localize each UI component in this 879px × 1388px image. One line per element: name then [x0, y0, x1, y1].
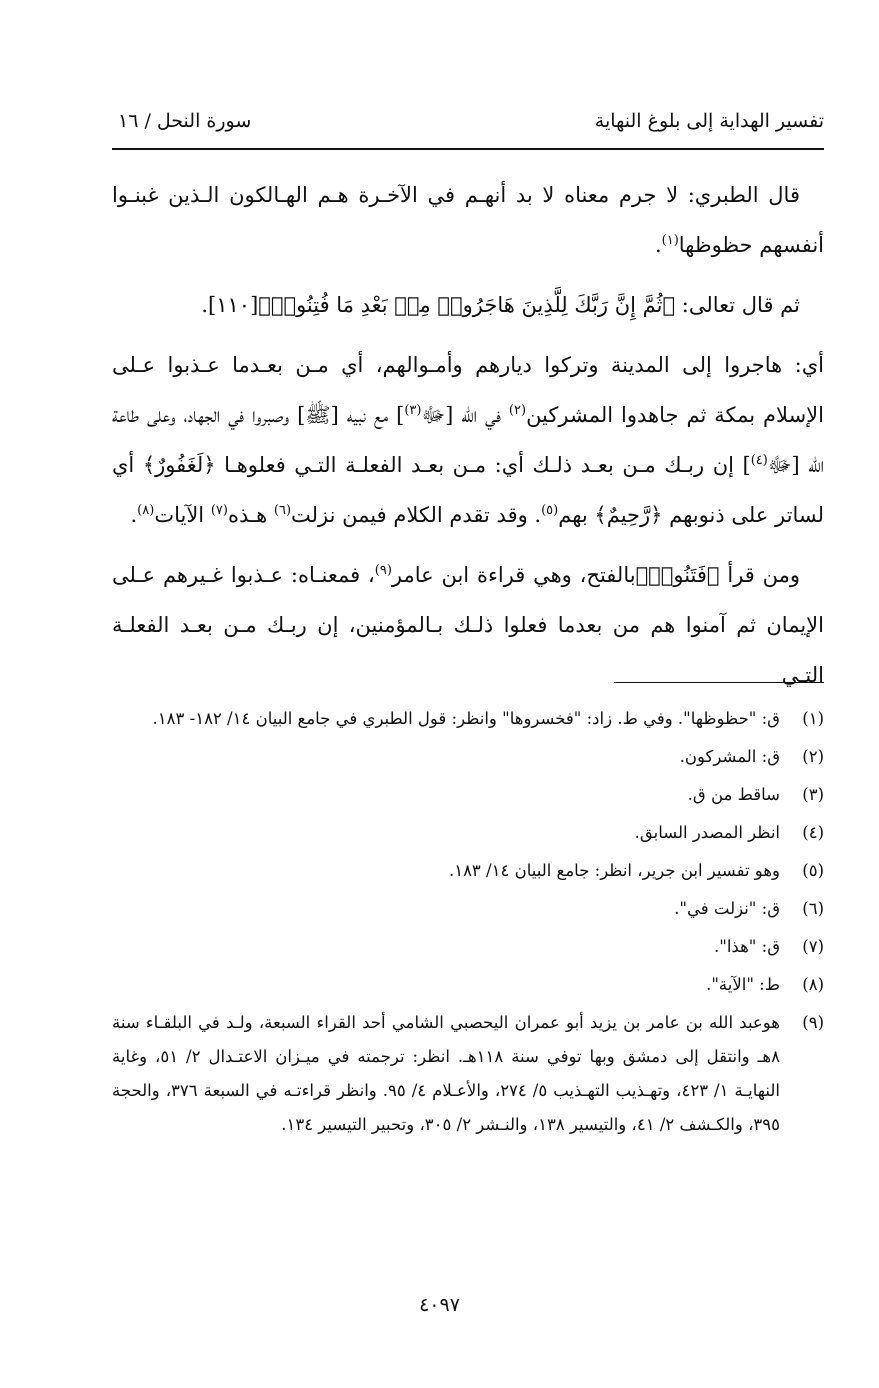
footnote-number: (٤) — [802, 823, 824, 842]
footnote-text: ق: "هذا". — [714, 937, 780, 956]
verse-reference: [١١٠]. — [201, 293, 259, 317]
footnote-number: (٦) — [802, 899, 824, 918]
footnote-ref-1[interactable]: (١) — [661, 233, 679, 248]
p3-text-f: بهم — [558, 503, 595, 527]
footnote-item — [112, 816, 824, 850]
quran-verse: ﴿ثُمَّ إِنَّ رَبَّكَ لِلَّذِينَ هَاجَرُوا۟ مِنۢ بَعْدِ مَا فُتِنُوا۟﴾ — [258, 293, 676, 317]
paragraph-1 — [112, 170, 824, 270]
p4-text-b: بالفتح، وهي قراءة ابن عامر — [391, 563, 636, 587]
footnote-text: انظر المصدر السابق. — [634, 823, 780, 842]
footnote-ref-4[interactable]: (٤) — [750, 453, 768, 468]
p3-text-c: ] مع نبيه [ﷺ] وصبروا في الجهاد، وعلى طاعة الله [ﷻ — [112, 403, 824, 477]
p2-text: ثم قال تعالى: — [675, 293, 800, 317]
quran-word-ghafur: ﴿لَغَفُورٌ﴾ — [142, 453, 216, 477]
p3-text-b: في الله [ﷻ — [421, 403, 509, 427]
p1-end: . — [654, 233, 662, 257]
footnote-text: ق: "نزلت في". — [674, 899, 780, 918]
footnote-ref-5[interactable]: (٥) — [541, 503, 559, 518]
footnote-text: ق: "حظوظها". وفي ط. زاد: "فخسروها" وانظر: قول الطبري في جامع البيان ١٤/ ١٨٢- ١٨٣. — [152, 709, 780, 728]
footnote-item — [112, 854, 824, 888]
footnote-ref-9[interactable]: (٩) — [374, 563, 392, 578]
footnote-item — [112, 930, 824, 964]
footnote-item — [112, 778, 824, 812]
footnote-ref-8[interactable]: (٨) — [137, 503, 155, 518]
footnote-item — [112, 1006, 824, 1142]
p3-text-d: ] إن ربـك مـن بعـد ذلـك أي: مـن بعـد الفعلـة التـي فعلوهـا — [215, 453, 751, 477]
footnote-number: (١) — [802, 709, 824, 728]
p1-text: قال الطبري: لا جرم معناه لا بد أنهـم في الآخـرة هـم الهـالكون الـذين غبنـوا أنفسهم حظوظها — [112, 183, 824, 257]
p3-text-e: أي لساتر على ذنوبهم — [112, 453, 824, 527]
footnote-number: (٧) — [802, 937, 824, 956]
p3-text-j: . — [130, 503, 138, 527]
p4-text-c: ، فمعنـاه: عـذبوا غـيرهم عـلى الإيمان ثم آمنوا هم من بعدما فعلوا ذلـك بـالمؤمنين، إن ربـك مـن بعـد الفعلـة التـي — [112, 563, 824, 687]
footnote-item — [112, 892, 824, 926]
footnote-ref-2[interactable]: (٢) — [508, 403, 527, 418]
footnote-number: (٣) — [802, 785, 824, 804]
footnote-item — [112, 702, 824, 736]
footnote-text: ط: "الآية". — [706, 975, 780, 994]
running-header — [112, 110, 824, 146]
footnotes-list — [112, 702, 824, 1146]
surah-label: سورة النحل / ١٦ — [118, 110, 252, 132]
quran-word-fatanu: ﴿فَتَنُوا۟﴾ — [635, 563, 720, 587]
main-text — [112, 170, 824, 710]
paragraph-4 — [112, 550, 824, 700]
book-title: تفسير الهداية إلى بلوغ النهاية — [594, 110, 824, 132]
header-divider — [112, 148, 824, 150]
p4-text-a: ومن قرأ — [719, 563, 800, 587]
paragraph-2 — [112, 280, 824, 330]
paragraph-3 — [112, 340, 824, 540]
p3-text-h: هـذه — [227, 503, 274, 527]
footnote-item — [112, 740, 824, 774]
footnote-number: (٩) — [802, 1013, 824, 1032]
p3-text-a: أي: هاجروا إلى المدينة وتركوا ديارهم وأمـوالهم، أي مـن بعـدما عـذبوا عـلى الإسلام بمكة ثم جاهدوا المشركين — [112, 353, 824, 427]
footnote-item — [112, 968, 824, 1002]
footnote-separator — [614, 682, 824, 683]
footnote-text: ق: المشركون. — [679, 747, 780, 766]
p3-text-g: . وقد تقدم الكلام فيمن نزلت — [291, 503, 542, 527]
page-number: ٤٠٩٧ — [419, 1294, 460, 1316]
footnote-text: ساقط من ق. — [687, 785, 780, 804]
footnote-ref-7[interactable]: (٧) — [210, 503, 228, 518]
footnote-text: هوعبد الله بن عامر بن يزيد أبو عمران اليحصبي الشامي أحد القراء السبعة، ولـد في البلقـاء سنة ٨هـ وانتقل إلى دمشق وبها توفي سنة ١١٨هـ. انظر: ترجمته في ميـزان الاعتـدال ٢/ ٥١، وغاية النهايـة ١/ ٤٢٣، وتهـذيب التهـذيب ٥/ ٢٧٤، والأعـلام ٤/ ٩٥. وانظر قراءتـه في السبعة ٣٧٦، والحجة ٣٩٥، والكـشف ٢/ ٤١، والتيسير ١٣٨، والنـشر ٢/ ٣٠٥، وتحبير التيسير ١٣٤. — [112, 1013, 780, 1134]
footnote-ref-3[interactable]: (٣) — [404, 403, 422, 418]
footnote-number: (٢) — [802, 747, 824, 766]
footnote-number: (٨) — [802, 975, 824, 994]
p3-text-i: الآيات — [154, 503, 211, 527]
footnote-number: (٥) — [802, 861, 824, 880]
quran-word-rahim: ﴿رَّحِيمٌ﴾ — [594, 503, 663, 527]
footnote-ref-6[interactable]: (٦) — [273, 503, 292, 518]
footnote-text: وهو تفسير ابن جرير، انظر: جامع البيان ١٤/ ١٨٣. — [448, 861, 780, 880]
